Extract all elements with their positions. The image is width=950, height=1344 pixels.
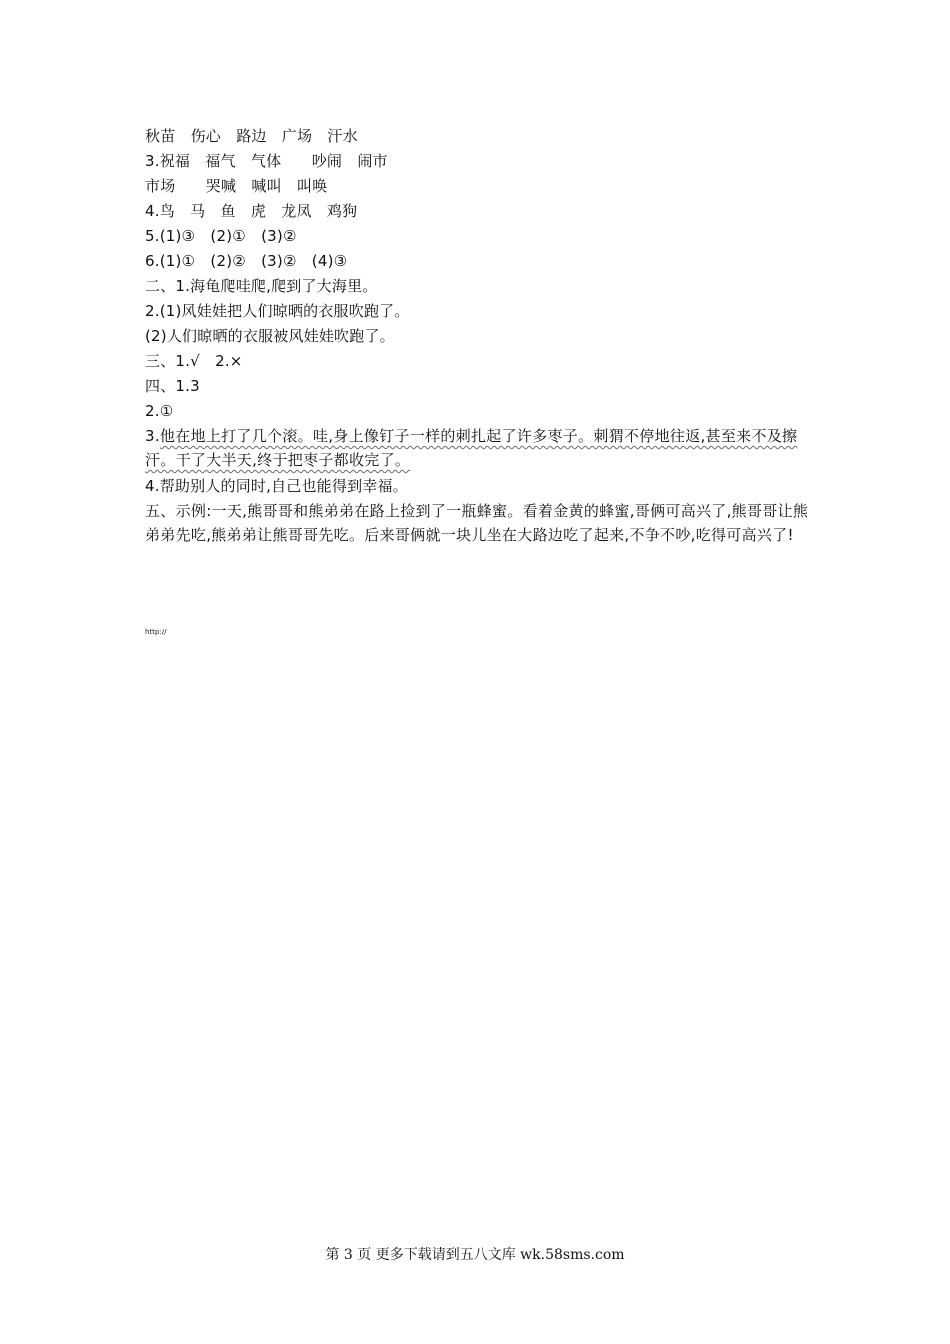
answer-line-1: 秋苗 伤心 路边 广场 汗水 [145,127,358,145]
answer-line-13: 4.帮助别人的同时,自己也能得到幸福。 [145,477,408,495]
url-text[interactable]: http:// [145,628,167,636]
page-footer: 第 3 页 更多下载请到五八文库 wk.58sms.com [325,1247,625,1263]
wavy-underlined-text: 他在地上打了几个滚。哇,身上像钉子一样的刺扎起了许多枣子。刺猬不停地往返,甚至来不及擦汗。干了大半天,终于把枣子都收完了。 [145,427,798,469]
answer-paragraph-5: 五、示例:一天,熊哥哥和熊弟弟在路上捡到了一瓶蜂蜜。看着金黄的蜂蜜,哥俩可高兴了,熊哥哥让熊弟弟先吃,熊弟弟让熊哥哥先吃。后来哥俩就一块儿坐在大路边吃了起来,不争不吵,吃得可高兴了! [145,502,809,544]
answer-line-2: 3.祝福 福气 气体 吵闹 闹市 [145,152,388,170]
answer-line-11: 四、1.3 [145,377,200,395]
answer-line-12: 2.① [145,402,174,420]
paragraph-number: 3. [145,427,160,445]
answer-line-4: 4.鸟 马 鱼 虎 龙凤 鸡狗 [145,202,358,220]
answer-line-7: 二、1.海龟爬哇爬,爬到了大海里。 [145,277,378,295]
answer-line-10: 三、1.√ 2.× [145,352,243,370]
answer-line-5: 5.(1)③ (2)① (3)② [145,227,297,245]
answer-line-6: 6.(1)① (2)② (3)② (4)③ [145,252,348,270]
answer-line-9: (2)人们晾晒的衣服被风娃娃吹跑了。 [145,327,395,345]
answer-line-3: 市场 哭喊 喊叫 叫唤 [145,177,328,195]
answer-line-8: 2.(1)风娃娃把人们晾晒的衣服吹跑了。 [145,302,410,320]
answer-paragraph-3 [145,424,813,472]
